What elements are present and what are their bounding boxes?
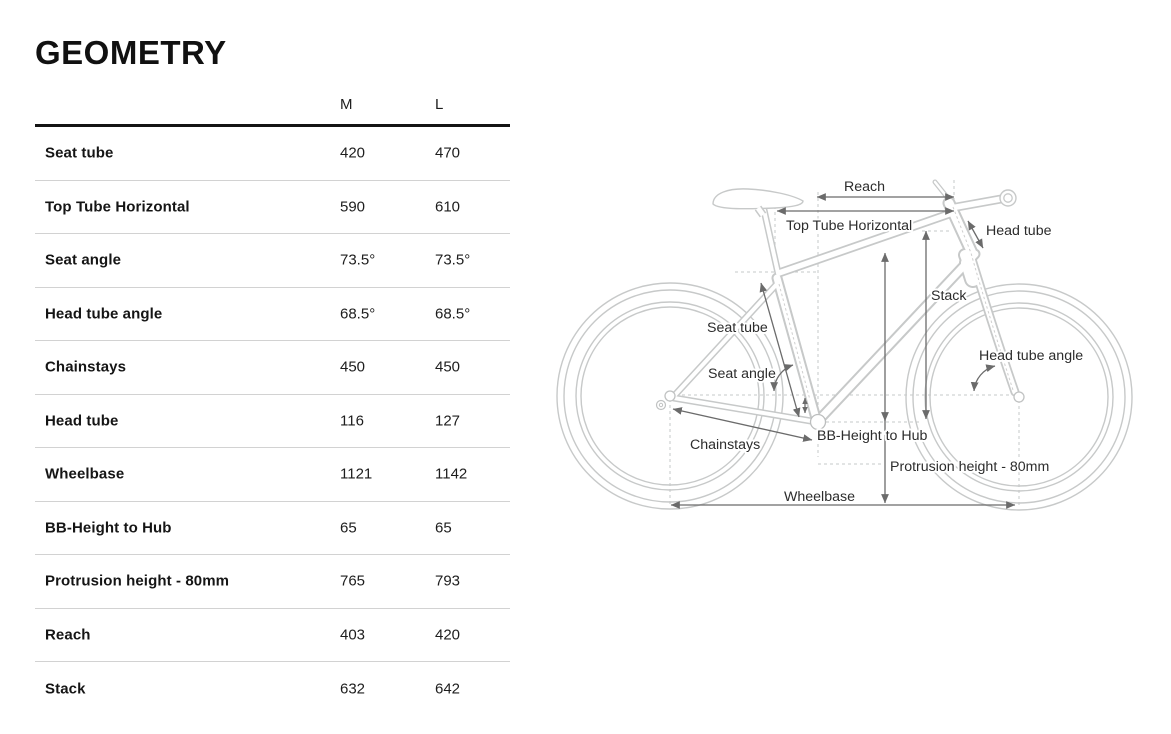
handlebar-grip (1000, 190, 1016, 206)
row-label: Top Tube Horizontal (45, 198, 190, 216)
rear-hub (665, 391, 675, 401)
row-label: Chainstays (45, 358, 127, 376)
table-column-headers (35, 92, 510, 124)
row-label: Head tube (45, 412, 119, 430)
row-label: Wheelbase (45, 465, 125, 483)
front-hub (1014, 392, 1024, 402)
table-row (35, 502, 510, 556)
row-value-l: 642 (435, 680, 461, 698)
table-row (35, 609, 510, 663)
geometry-table (35, 92, 510, 716)
row-label: Head tube angle (45, 305, 163, 323)
saddle (713, 189, 803, 209)
table-row (35, 127, 510, 181)
row-label: Reach (45, 626, 91, 644)
row-value-m: 403 (340, 626, 366, 644)
label-protrusion-height: Protrusion height - 80mm (890, 459, 1050, 475)
label-seat-angle: Seat angle (708, 366, 776, 382)
label-wheelbase: Wheelbase (784, 489, 855, 505)
row-value-l: 470 (435, 144, 461, 162)
row-value-l: 65 (435, 519, 452, 537)
label-head-tube: Head tube (986, 223, 1052, 239)
row-value-l: 73.5° (435, 251, 471, 269)
row-label: Protrusion height - 80mm (45, 572, 230, 590)
row-label: Seat tube (45, 144, 114, 162)
table-row (35, 181, 510, 235)
row-value-l: 793 (435, 572, 461, 590)
chainstays-arrow (673, 409, 812, 440)
row-value-m: 68.5° (340, 305, 376, 323)
column-header-l: L (435, 96, 444, 113)
table-row (35, 395, 510, 449)
row-value-m: 450 (340, 358, 366, 376)
table-body (35, 127, 510, 716)
label-stack: Stack (931, 288, 967, 304)
row-value-m: 765 (340, 572, 366, 590)
row-value-m: 632 (340, 680, 366, 698)
label-seat-tube: Seat tube (707, 320, 768, 336)
row-value-l: 610 (435, 198, 461, 216)
row-value-m: 1121 (340, 465, 373, 483)
label-bb-height-to-hub: BB-Height to Hub (817, 428, 928, 444)
table-row (35, 662, 510, 716)
head-tube-angle-arc (974, 366, 995, 391)
row-value-l: 1142 (435, 465, 468, 483)
row-value-m: 590 (340, 198, 366, 216)
table-row (35, 555, 510, 609)
label-chainstays: Chainstays (690, 437, 761, 453)
bike-geometry-diagram (550, 168, 1160, 520)
label-top-tube-horizontal: Top Tube Horizontal (786, 218, 913, 234)
table-row (35, 234, 510, 288)
row-label: BB-Height to Hub (45, 519, 172, 537)
row-value-m: 73.5° (340, 251, 376, 269)
row-value-l: 420 (435, 626, 461, 644)
table-row (35, 288, 510, 342)
rear-derailleur (657, 401, 666, 410)
label-reach: Reach (844, 179, 886, 195)
row-value-m: 65 (340, 519, 357, 537)
page-title: GEOMETRY (35, 34, 227, 71)
column-header-m: M (340, 96, 353, 113)
row-value-m: 116 (340, 412, 364, 430)
row-value-l: 450 (435, 358, 461, 376)
row-value-l: 127 (435, 412, 461, 430)
table-row (35, 448, 510, 502)
row-value-l: 68.5° (435, 305, 471, 323)
label-head-tube-angle: Head tube angle (979, 348, 1084, 364)
row-label: Stack (45, 680, 86, 698)
row-value-m: 420 (340, 144, 366, 162)
row-label: Seat angle (45, 251, 122, 269)
table-row (35, 341, 510, 395)
